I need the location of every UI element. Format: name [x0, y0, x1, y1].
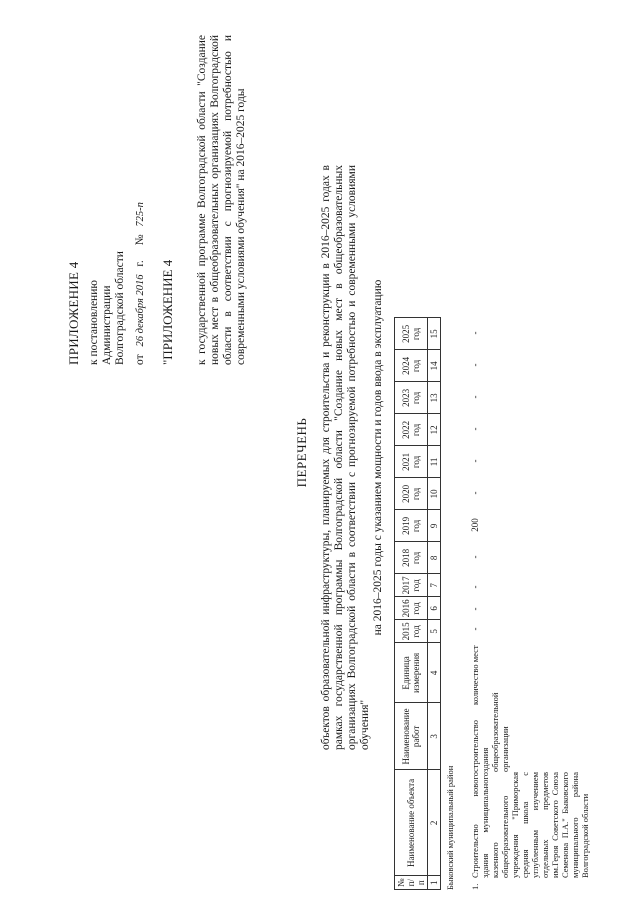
row-value-2018: -: [470, 555, 480, 559]
column-number: 10: [428, 478, 441, 510]
date-value: 26 декабря 2016: [135, 274, 146, 347]
header-year: 2022 год: [395, 414, 428, 446]
row-value-2022: -: [470, 427, 480, 431]
program-appendix-text: к государственной программе Волгоградской области "Создание новых мест в общеобразовательных организациях Волгоградской области в соответствии с прогнозируемой потребностью и современными условиями обучения" на 2016–2025 годы: [196, 35, 247, 365]
intro-last-line: на 2016–2025 годы с указанием мощности и годов ввода в эксплуатацию: [372, 279, 384, 636]
row-value-2025: -: [470, 331, 480, 335]
header-works: Наименование работ: [395, 703, 428, 770]
column-number: 7: [428, 574, 441, 597]
row-value-2016: -: [470, 607, 480, 611]
header-unit: Единица измерения: [395, 643, 428, 703]
column-number: 1: [428, 876, 441, 890]
column-number: 8: [428, 542, 441, 574]
row-value-2023: -: [470, 395, 480, 399]
document-title: ПЕРЕЧЕНЬ: [294, 417, 309, 488]
row-value-2021: -: [470, 459, 480, 463]
header-year: 2015 год: [395, 620, 428, 643]
program-appendix-heading: "ПРИЛОЖЕНИЕ 4: [160, 259, 175, 365]
column-number: 5: [428, 620, 441, 643]
objects-table: [394, 317, 441, 890]
row-value-2017: -: [470, 585, 480, 589]
row-value-2020: -: [470, 491, 480, 495]
row-unit: количество мест: [470, 645, 480, 705]
row-number: 1.: [470, 883, 480, 890]
row-object-name: Строительство нового здания муниципального казенного общеобразовательного учреждения "Приморская средняя школа с углубленным изучением отдельных предметов им.Героя Советского Союза Семенова П.А." Быковского муниципального района Волгоградской области: [470, 772, 590, 878]
header-object: Наименование объекта: [395, 770, 428, 876]
header-year: 2017 год: [395, 574, 428, 597]
column-number: 12: [428, 414, 441, 446]
column-number: 9: [428, 510, 441, 542]
header-year: 2024 год: [395, 350, 428, 382]
column-number: 4: [428, 643, 441, 703]
header-year: 2018 год: [395, 542, 428, 574]
header-year: 2020 год: [395, 478, 428, 510]
document-intro: [320, 165, 385, 750]
header-year: 2025 год: [395, 318, 428, 350]
column-number: 13: [428, 382, 441, 414]
approval-line-3: Волгоградской области: [114, 251, 126, 365]
district-heading: Быковский муниципальный район: [445, 765, 455, 890]
header-year: 2021 год: [395, 446, 428, 478]
column-number: 2: [428, 770, 441, 876]
row-works: строительство здания общеобразовательной организации: [470, 692, 510, 772]
column-number: 11: [428, 446, 441, 478]
approval-date-line: [134, 197, 146, 365]
approval-heading: ПРИЛОЖЕНИЕ 4: [66, 261, 81, 365]
table-header-row: [395, 318, 428, 890]
column-number: 3: [428, 703, 441, 770]
row-value-2015: -: [470, 627, 480, 631]
header-num: № п/п: [395, 876, 428, 890]
column-number: 15: [428, 318, 441, 350]
intro-text: объектов образовательной инфраструктуры, планируемых для строительства и реконструкции в 2016–2025 годах в рамках государственной программы Волгоградской области "Создание новых мест в общеобразовательных организациях Волгоградской области в соответствии с прогнозируемой потребностью и современными условиями обучения": [320, 165, 371, 750]
row-value-2019: 200: [470, 518, 480, 532]
date-suffix: г.: [134, 260, 146, 267]
column-number: 6: [428, 597, 441, 620]
row-value-2024: -: [470, 363, 480, 367]
date-prefix: от: [134, 354, 146, 365]
number-label: №: [134, 234, 146, 246]
approval-line-1: к постановлению: [88, 280, 100, 365]
number-value: 725-п: [135, 202, 146, 227]
header-year: 2016 год: [395, 597, 428, 620]
column-number-row: [428, 318, 441, 890]
header-year: 2023 год: [395, 382, 428, 414]
header-year: 2019 год: [395, 510, 428, 542]
approval-line-2: Администрации: [101, 285, 113, 365]
column-number: 14: [428, 350, 441, 382]
